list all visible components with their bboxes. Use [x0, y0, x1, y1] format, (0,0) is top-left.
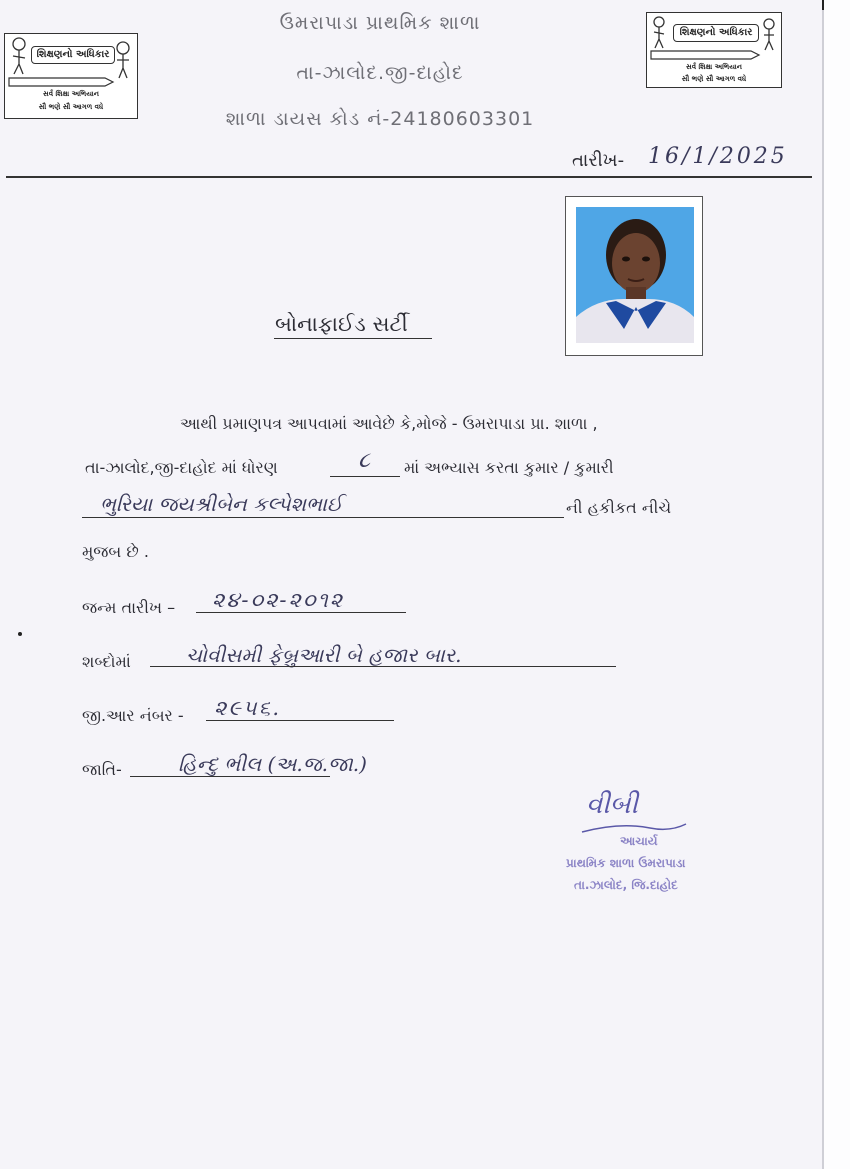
student-photo-frame [565, 196, 703, 356]
student-portrait-icon [576, 207, 694, 343]
student-name-underline [82, 517, 564, 518]
logo-left-line2: સૌ ભણે સૌ આગળ વધે [38, 103, 104, 111]
body-line-1: આથી પ્રમાણપત્ર આપવામાં આવેછે કે,મોજે - ઉમરાપાડા પ્રા. શાળા , [180, 414, 598, 433]
words-label: શબ્દોમાં [82, 652, 131, 671]
body-line-3-suffix: ની હકીકત નીચે [566, 498, 672, 517]
logo-left [4, 33, 138, 119]
page-edge [822, 0, 850, 1169]
gr-underline [206, 720, 394, 721]
dob-label: જન્મ તારીખ – [82, 598, 176, 617]
dob-value: ૨૪-૦૨-૨૦૧૨ [212, 588, 345, 612]
gr-value: ૨૯૫૬. [214, 696, 281, 720]
header-rule [6, 176, 812, 178]
logo-left-title: શિક્ષણનો અધિકાર [31, 46, 115, 64]
body-line-2-suffix: માં અભ્યાસ કરતા કુમાર / કુમારી [404, 458, 614, 477]
date-value: 16/1/2025 [648, 144, 788, 169]
standard-value: ૮ [358, 448, 371, 473]
stamp-title: આચાર્ય [620, 834, 658, 848]
standard-underline [330, 476, 400, 477]
body-line-2-prefix: તા-ઝાલોદ,જી-દાહોદ માં ધોરણ [85, 458, 278, 477]
school-name: ઉમરાપાડા પ્રાથમિક શાળા [279, 12, 481, 34]
words-value: ચોવીસમી ફેબ્રુઆરી બે હજાર બાર. [186, 643, 462, 667]
stamp-line-2: તા.ઝાલોદ, જિ.દાહોદ [574, 878, 678, 892]
logo-right-title: શિક્ષણનો અધિકાર [673, 24, 759, 42]
certificate-title: બોનાફાઈડ સર્ટી [275, 312, 408, 336]
dise-code: શાળા ડાયસ કોડ નં-24180603301 [225, 108, 535, 130]
logo-right-line1: સર્વ શિક્ષા અભિયાન [686, 63, 742, 71]
date-label: તારીખ- [572, 150, 625, 171]
logo-right [646, 12, 782, 88]
stamp-line-1: પ્રાથમિક શાળા ઉમરાપાડા [566, 856, 686, 870]
caste-value: હિન્દુ ભીલ (અ.જ.જા.) [178, 752, 367, 776]
logo-right-line2: સૌ ભણે સૌ આગળ વધે [681, 75, 747, 83]
words-underline [150, 666, 616, 667]
caste-label: જાતિ- [82, 760, 122, 779]
student-name: ભુરિયા જયશ્રીબેન કલ્પેશભાઈ [100, 492, 343, 516]
body-line-4: મુજબ છે . [82, 542, 149, 561]
caste-underline [130, 776, 330, 777]
certificate-title-underline [274, 338, 432, 339]
student-photo [576, 207, 694, 343]
punch-mark [18, 632, 22, 636]
dob-underline [196, 612, 406, 613]
signature-mark: વીબી [586, 790, 638, 820]
gr-label: જી.આર નંબર - [82, 706, 184, 725]
school-address: તા-ઝાલોદ.જી-દાહોદ [296, 62, 464, 84]
logo-left-line1: સર્વ શિક્ષા અભિયાન [43, 90, 99, 98]
